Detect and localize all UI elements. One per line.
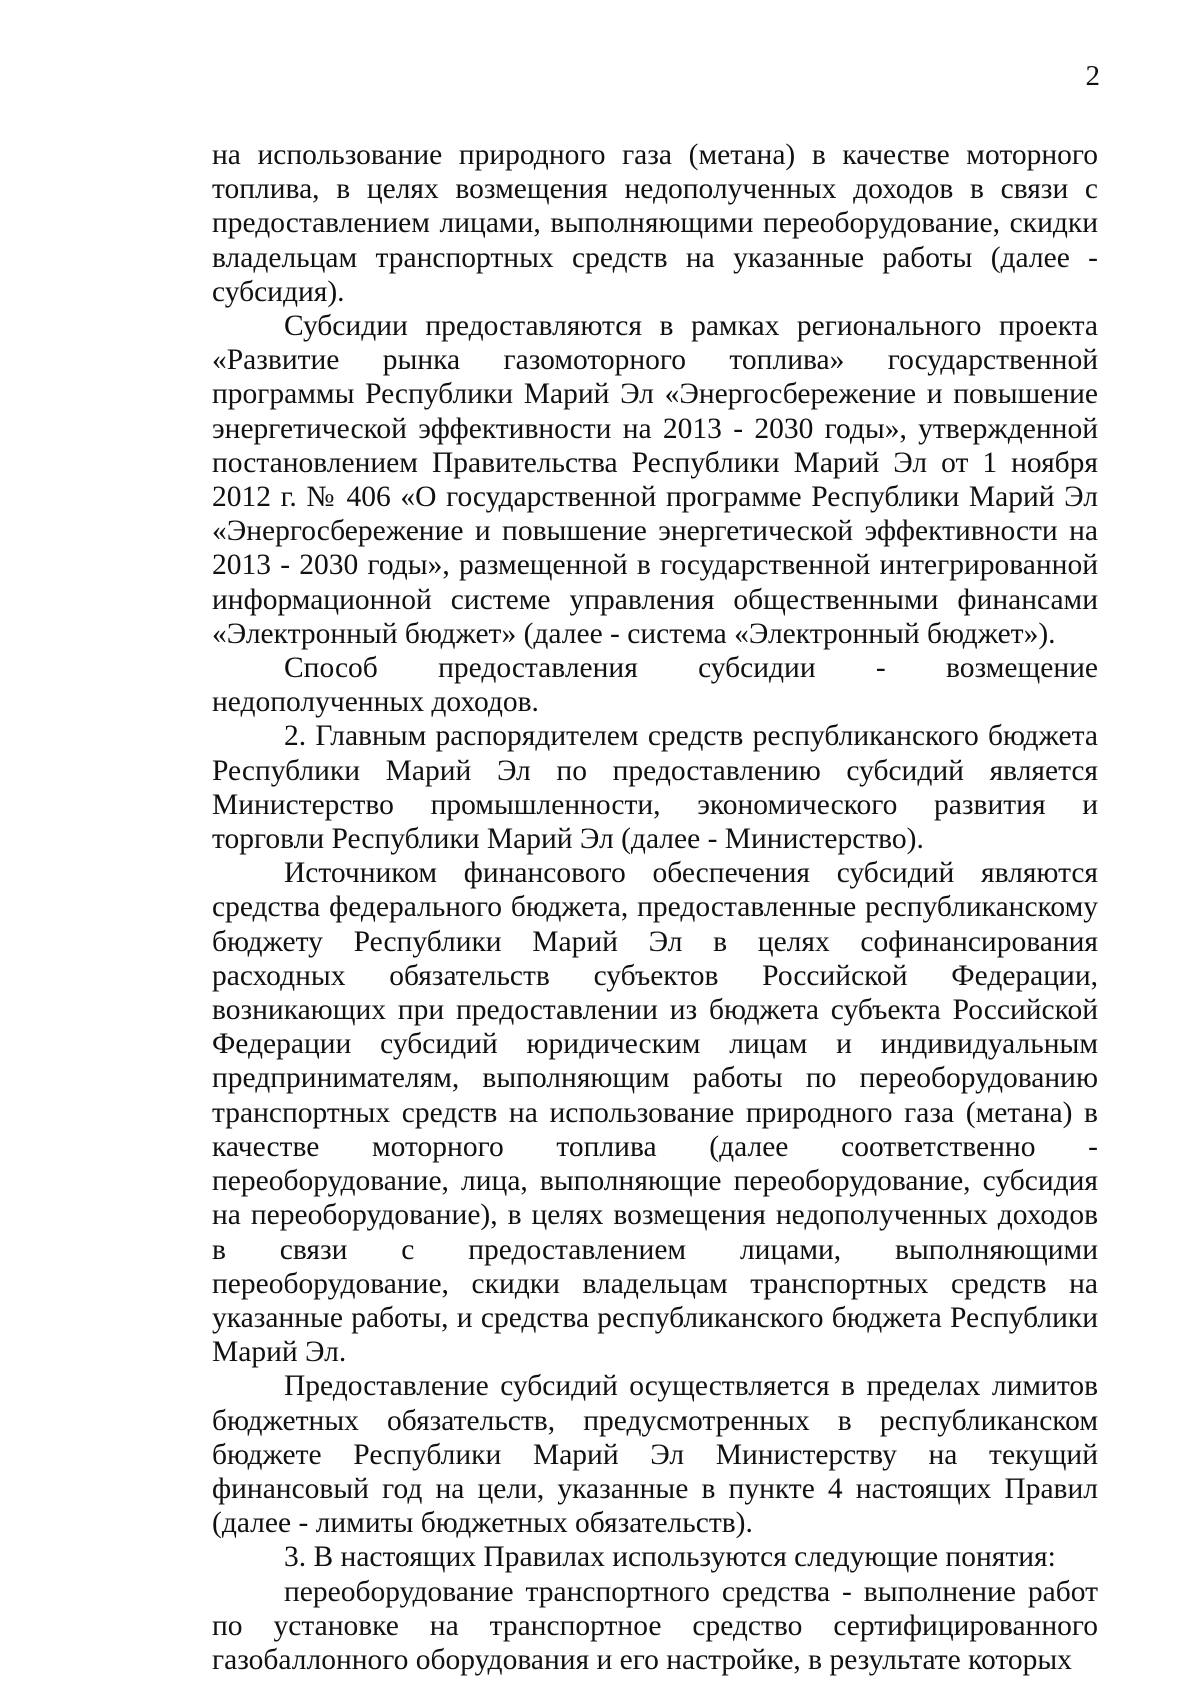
paragraph: на использование природного газа (метана) в качестве моторного топлива, в целях возмещения недополученных доходов в связи с предоставлением лицами, выполняющими переоборудование, скидки владельцам транспортных средств на указанные работы (далее - субсидия). bbox=[212, 139, 1098, 308]
paragraph: Предоставление субсидий осуществляется в пределах лимитов бюджетных обязательств, предусмотренных в республиканском бюджете Республики Марий Эл Министерству на текущий финансовый год на цели, указанные в пункте 4 настоящих Правил (далее - лимиты бюджетных обязательств). bbox=[212, 1370, 1098, 1540]
paragraph: переоборудование транспортного средства - выполнение работ по установке на транспортное средство сертифицированного газобаллонного оборудования и его настройке, в результате которых bbox=[212, 1575, 1098, 1676]
page-number: 2 bbox=[1085, 60, 1100, 92]
document-body bbox=[212, 138, 1098, 1677]
paragraph: Субсидии предоставляются в рамках регионального проекта «Развитие рынка газомоторного топлива» государственной программы Республики Марий Эл «Энергосбережение и повышение энергетической эффективности на 2013 - 2030 годы», утвержденной постановлением Правительства Республики Марий Эл от 1 ноября 2012 г. № 406 «О государственной программе Республики Марий Эл «Энергосбережение и повышение энергетической эффективности на 2013 - 2030 годы», размещенной в государственной интегрированной информационной системе управления общественными финансами «Электронный бюджет» (далее - система «Электронный бюджет»). bbox=[212, 310, 1098, 650]
paragraph: 2. Главным распорядителем средств республиканского бюджета Республики Марий Эл по предоставлению субсидий является Министерство промышленности, экономического развития и торговли Республики Марий Эл (далее - Министерство). bbox=[212, 720, 1098, 856]
paragraph: Источником финансового обеспечения субсидий являются средства федерального бюджета, предоставленные республиканскому бюджету Республики Марий Эл в целях софинансирования расходных обязательств субъектов Российской Федерации, возникающих при предоставлении из бюджета субъекта Российской Федерации субсидий юридическим лицам и индивидуальным предпринимателям, выполняющим работы по переоборудованию транспортных средств на использование природного газа (метана) в качестве моторного топлива (далее соответственно - переоборудование, лица, выполняющие переоборудование, субсидия на переоборудование), в целях возмещения недополученных доходов в связи с предоставлением лицами, выполняющими переоборудование, скидки владельцам транспортных средств на указанные работы, и средства республиканского бюджета Республики Марий Эл. bbox=[212, 857, 1098, 1369]
paragraph: 3. В настоящих Правилах используются следующие понятия: bbox=[284, 1541, 1056, 1574]
paragraph: Способ предоставления субсидии - возмещение недополученных доходов. bbox=[212, 652, 1098, 719]
